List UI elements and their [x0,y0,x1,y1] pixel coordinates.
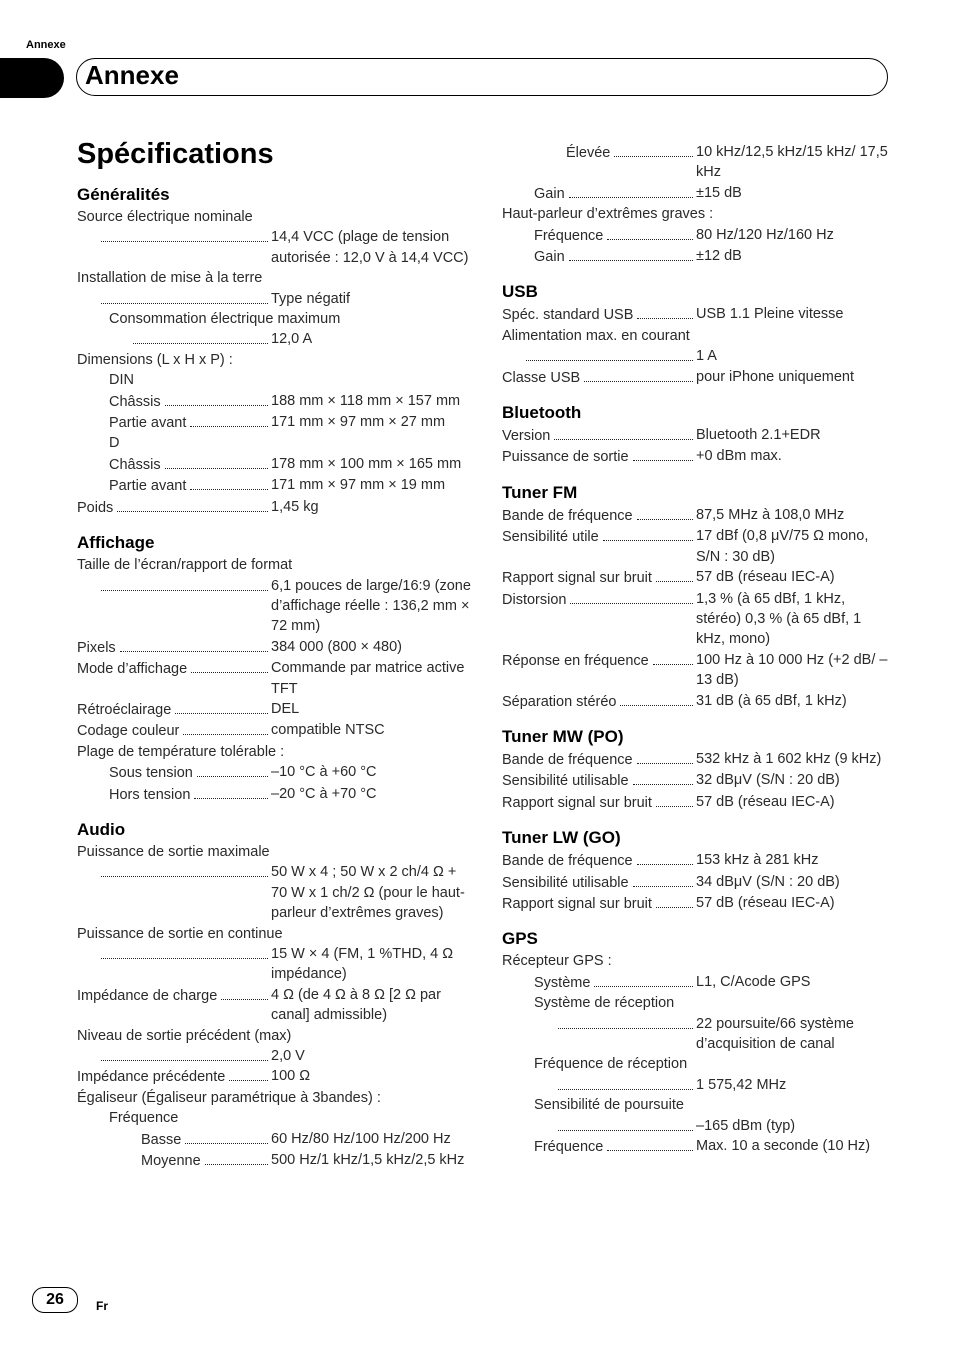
spec-row [502,567,892,588]
spec-value: 100 Hz à 10 000 Hz (+2 dB/ –13 dB) [696,651,888,689]
spec-label-cell [502,893,695,914]
spec-row [77,227,472,268]
dot-leader [603,526,693,541]
spec-label-cell [77,475,270,496]
spec-row [502,1014,892,1055]
dot-leader [607,1136,693,1151]
spec-label: Installation de mise à la terre [77,270,263,287]
spec-label-cell [77,289,270,304]
spec-label: Bande de fréquence [502,507,633,524]
spec-row [502,446,892,467]
spec-label-cell [77,944,270,959]
spec-value: –10 °C à +60 °C [271,764,377,781]
spec-label: Mode d’affichage [77,661,188,678]
dot-leader [633,446,693,461]
spec-label-cell [502,526,695,547]
spec-value: 50 W x 4 ; 50 W x 2 ch/4 Ω + 70 W x 1 ch/2 Ω (pour le haut-parleur d’extrêmes graves) [271,864,465,922]
spec-value: 57 dB (réseau IEC-A) [696,569,835,586]
spec-label: Partie avant [109,415,187,432]
spec-label: Sous tension [109,765,193,782]
dot-leader [653,650,693,665]
dot-leader [183,720,268,735]
spec-label: DIN [109,372,134,389]
spec-row [502,691,892,712]
spec-label: Plage de température tolérable : [77,743,285,760]
spec-row [77,329,472,349]
spec-value: Type négatif [271,290,350,307]
dot-leader [607,225,693,240]
spec-row [502,770,892,791]
spec-row [502,425,892,446]
spec-label: Classe USB [502,369,581,386]
spec-row [77,637,472,658]
dot-leader [594,972,693,987]
spec-value: 532 kHz à 1 602 kHz (9 kHz) [696,750,882,767]
dot-leader [175,699,268,714]
spec-value: +0 dBm max. [696,448,782,465]
spec-row [502,792,892,813]
spec-row [77,720,472,741]
spec-label-cell [77,762,270,783]
spec-label-cell [502,246,695,267]
spec-value: –165 dBm (typ) [696,1117,796,1134]
spec-label: Distorsion [502,591,567,608]
spec-label: Haut-parleur d’extrêmes graves : [502,206,714,223]
spec-label-cell [77,784,270,805]
spec-label-cell [502,425,695,446]
dot-leader [101,227,268,242]
dot-leader [558,1014,693,1029]
section-title: Annexe [85,60,179,90]
spec-label: Rétroéclairage [77,701,172,718]
spec-value: compatible NTSC [271,722,385,739]
spec-row [77,289,472,309]
spec-label-cell [502,650,695,671]
spec-value: 6,1 pouces de large/16:9 (zone d’affichage réelle : 136,2 mm × 72 mm) [271,577,471,635]
spec-label-cell [502,346,695,361]
spec-value: 80 Hz/120 Hz/160 Hz [696,226,834,243]
spec-label-cell [77,1046,270,1061]
spec-value: –20 °C à +70 °C [271,785,377,802]
spec-label: Consommation électrique maximum [109,311,341,328]
spec-value: 100 Ω [271,1068,311,1085]
language-code: Fr [96,1299,108,1313]
spec-label: Hors tension [109,786,191,803]
dot-leader [614,142,693,157]
spec-row [77,862,472,923]
spec-value: ±12 dB [696,248,742,265]
spec-value: 14,4 VCC (plage de tension autorisée : 12,0 V à 14,4 VCC) [271,229,469,266]
page-title: Spécifications [77,138,274,170]
spec-label-cell [502,505,695,526]
spec-label-cell [502,567,695,588]
spec-value: 10 kHz/12,5 kHz/15 kHz/ 17,5 kHz [696,144,888,181]
spec-row [502,872,892,893]
spec-label-cell [502,770,695,791]
spec-row [77,985,472,1026]
spec-section-heading: Audio [77,819,126,839]
spec-label: Bande de fréquence [502,751,633,768]
section-header-frame [76,58,888,96]
spec-label-cell [502,225,695,246]
spec-label-cell [502,1075,695,1090]
spec-label-cell [502,304,695,325]
spec-column-left [77,184,472,1171]
dot-leader [633,770,693,785]
spec-label: Sensibilité utilisable [502,874,629,891]
spec-row [77,412,472,433]
dot-leader [637,304,693,319]
spec-row [502,505,892,526]
spec-label: Châssis [109,456,161,473]
spec-row [77,391,472,412]
spec-row [502,589,892,650]
spec-label: Sensibilité utilisable [502,773,629,790]
spec-row [77,475,472,496]
spec-label: Sensibilité de poursuite [534,1097,684,1114]
dot-leader [133,329,268,344]
spec-section-heading: Tuner LW (GO) [502,828,621,848]
spec-row [77,944,472,985]
spec-label-cell [502,367,695,388]
dot-leader [584,367,693,382]
spec-row [502,304,892,325]
spec-value: 12,0 A [271,331,313,348]
spec-label: Moyenne [141,1153,201,1170]
dot-leader [185,1129,268,1144]
dot-leader [165,391,268,406]
spec-label-cell [77,454,270,475]
spec-label: Sensibilité utile [502,529,599,546]
spec-label-cell [77,699,270,720]
spec-value: 1,3 % (à 65 dBf, 1 kHz, stéréo) 0,3 % (à 65 dBf, 1 kHz, mono) [696,590,862,648]
spec-row [502,225,892,246]
dot-leader [101,1046,268,1061]
spec-label-cell [77,412,270,433]
spec-value: 2,0 V [271,1048,305,1065]
spec-row [77,699,472,720]
dot-leader [197,762,268,777]
spec-row [502,972,892,993]
dot-leader [656,893,693,908]
spec-label-cell [502,142,695,163]
spec-row [502,526,892,567]
dot-leader [558,1116,693,1131]
spec-label: Alimentation max. en courant [502,327,690,344]
dot-leader [101,944,268,959]
spec-label: Système de réception [534,995,675,1012]
spec-label-cell [502,446,695,467]
spec-label-cell [77,658,270,679]
spec-section-heading: Bluetooth [502,403,582,423]
dot-leader [554,425,693,440]
spec-label: Codage couleur [77,723,180,740]
dot-leader [637,850,693,865]
spec-row [77,1150,472,1171]
spec-label: Fréquence [534,227,604,244]
spec-label: Poids [77,499,114,516]
spec-label-cell [502,872,695,893]
spec-row [502,367,892,388]
spec-section-heading: Généralités [77,185,170,204]
spec-value: 17 dBf (0,8 μV/75 Ω mono, S/N : 30 dB) [696,528,869,565]
spec-value: 57 dB (réseau IEC-A) [696,894,835,911]
dot-leader [101,289,268,304]
spec-label: Système [534,974,591,991]
spec-label-cell [77,862,270,877]
spec-label-cell [502,749,695,770]
running-header: Annexe [26,39,66,51]
spec-label-cell [502,972,695,993]
spec-value: 15 W × 4 (FM, 1 %THD, 4 Ω impédance) [271,946,454,983]
spec-row [77,497,472,518]
spec-value: 87,5 MHz à 108,0 MHz [696,506,845,523]
spec-section-heading: Tuner FM [502,482,578,502]
spec-label-cell [77,329,270,344]
dot-leader [633,872,693,887]
spec-label: Fréquence [109,1110,179,1127]
spec-value: Commande par matrice active TFT [271,660,465,697]
spec-value: 1 575,42 MHz [696,1076,787,1093]
spec-label-cell [77,637,270,658]
dot-leader [637,505,693,520]
spec-label-cell [502,183,695,204]
spec-label: Puissance de sortie maximale [77,843,270,860]
dot-leader [194,784,268,799]
spec-row [502,893,892,914]
spec-value: 1 A [696,348,717,365]
spec-row [77,1066,472,1087]
dot-leader [190,412,268,427]
spec-label-cell [77,720,270,741]
spec-value: 1,45 kg [271,498,319,515]
spec-section-heading: USB [502,282,538,302]
spec-value: pour iPhone uniquement [696,368,855,385]
spec-value: DEL [271,700,300,717]
spec-label: Niveau de sortie précédent (max) [77,1027,292,1044]
spec-label: Puissance de sortie [502,449,629,466]
spec-label: Égaliseur (Égaliseur paramétrique à 3bandes) : [77,1089,381,1106]
spec-label: Basse [141,1131,182,1148]
spec-value: 178 mm × 100 mm × 165 mm [271,455,462,472]
dot-leader [229,1066,268,1081]
spec-value: 31 dB (à 65 dBf, 1 kHz) [696,692,847,709]
spec-row [502,1136,892,1157]
spec-row [502,850,892,871]
spec-label-cell [77,1129,270,1150]
dot-leader [637,749,693,764]
spec-value: Bluetooth 2.1+EDR [696,427,821,444]
spec-label-cell [77,391,270,412]
spec-value: 153 kHz à 281 kHz [696,852,819,869]
spec-value: 34 dBμV (S/N : 20 dB) [696,873,840,890]
spec-label: Version [502,428,551,445]
spec-label: Pixels [77,639,116,656]
dot-leader [205,1150,268,1165]
spec-row [77,1129,472,1150]
page-number: 26 [32,1287,78,1313]
spec-label-cell [77,497,270,518]
spec-value: 60 Hz/80 Hz/100 Hz/200 Hz [271,1130,451,1147]
spec-label-cell [502,1014,695,1029]
spec-label: Bande de fréquence [502,853,633,870]
spec-label-cell [502,1136,695,1157]
spec-value: L1, C/Acode GPS [696,973,811,990]
spec-value: USB 1.1 Pleine vitesse [696,306,844,323]
dot-leader [120,637,268,652]
spec-row [77,762,472,783]
spec-label-cell [502,589,695,610]
spec-value: 171 mm × 97 mm × 19 mm [271,477,446,494]
spec-row [502,346,892,366]
spec-label-cell [502,850,695,871]
section-tab-marker [0,58,64,98]
spec-row [502,749,892,770]
spec-label: Puissance de sortie en continue [77,925,283,942]
dot-leader [656,567,693,582]
dot-leader [221,985,268,1000]
dot-leader [620,691,693,706]
spec-value: Max. 10 a seconde (10 Hz) [696,1138,871,1155]
spec-label: Source électrique nominale [77,209,253,225]
spec-label: Spéc. standard USB [502,307,634,324]
spec-label: Taille de l’écran/rapport de format [77,557,293,574]
dot-leader [656,792,693,807]
spec-value: ±15 dB [696,184,742,201]
spec-label: Récepteur GPS : [502,953,612,970]
spec-label-cell [502,792,695,813]
spec-row [77,454,472,475]
spec-label-cell [77,1150,270,1171]
dot-leader [191,658,268,673]
spec-label: Gain [534,185,565,202]
spec-value: 4 Ω (de 4 Ω à 8 Ω [2 Ω par canal] admissible) [271,986,441,1024]
spec-row [77,1046,472,1066]
dot-leader [101,862,268,877]
spec-label: Rapport signal sur bruit [502,895,652,912]
dot-leader [570,589,693,604]
spec-label: Gain [534,249,565,266]
dot-leader [558,1075,693,1090]
spec-label: Fréquence [534,1139,604,1156]
spec-label: Dimensions (L x H x P) : [77,351,233,368]
dot-leader [569,246,693,261]
spec-label-cell [77,985,270,1006]
spec-row [502,183,892,204]
spec-section-heading: GPS [502,929,538,949]
spec-label-cell [77,227,270,242]
spec-label: Impédance précédente [77,1069,226,1086]
spec-row [502,1116,892,1136]
spec-row [502,650,892,691]
spec-column-right [502,142,892,1157]
spec-label: Séparation stéréo [502,693,617,710]
spec-row [502,142,892,183]
spec-label-cell [502,1116,695,1131]
spec-value: 22 poursuite/66 système d’acquisition de canal [696,1015,854,1052]
spec-label: Partie avant [109,478,187,495]
spec-label: Fréquence de réception [534,1056,688,1073]
dot-leader [101,576,268,591]
spec-value: 171 mm × 97 mm × 27 mm [271,414,446,431]
spec-value: 384 000 (800 × 480) [271,638,403,655]
spec-label: Impédance de charge [77,987,218,1004]
dot-leader [569,183,693,198]
spec-label: Élevée [566,145,611,161]
spec-value: 57 dB (réseau IEC-A) [696,793,835,810]
spec-row [502,246,892,267]
spec-section-heading: Affichage [77,533,155,553]
spec-section-heading: Tuner MW (PO) [502,726,624,746]
spec-row [77,576,472,637]
spec-label-cell [77,576,270,591]
spec-label: Châssis [109,393,161,410]
dot-leader [190,475,268,490]
dot-leader [526,346,693,361]
spec-label: D [109,435,120,452]
spec-label-cell [502,691,695,712]
spec-row [502,1075,892,1095]
spec-row [77,784,472,805]
spec-label-cell [77,1066,270,1087]
spec-label: Rapport signal sur bruit [502,794,652,811]
spec-value: 500 Hz/1 kHz/1,5 kHz/2,5 kHz [271,1152,465,1169]
spec-value: 32 dBμV (S/N : 20 dB) [696,772,840,789]
dot-leader [117,497,268,512]
spec-value: 188 mm × 118 mm × 157 mm [271,392,461,409]
spec-label: Rapport signal sur bruit [502,570,652,587]
dot-leader [165,454,268,469]
spec-label: Réponse en fréquence [502,652,649,669]
spec-row [77,658,472,699]
